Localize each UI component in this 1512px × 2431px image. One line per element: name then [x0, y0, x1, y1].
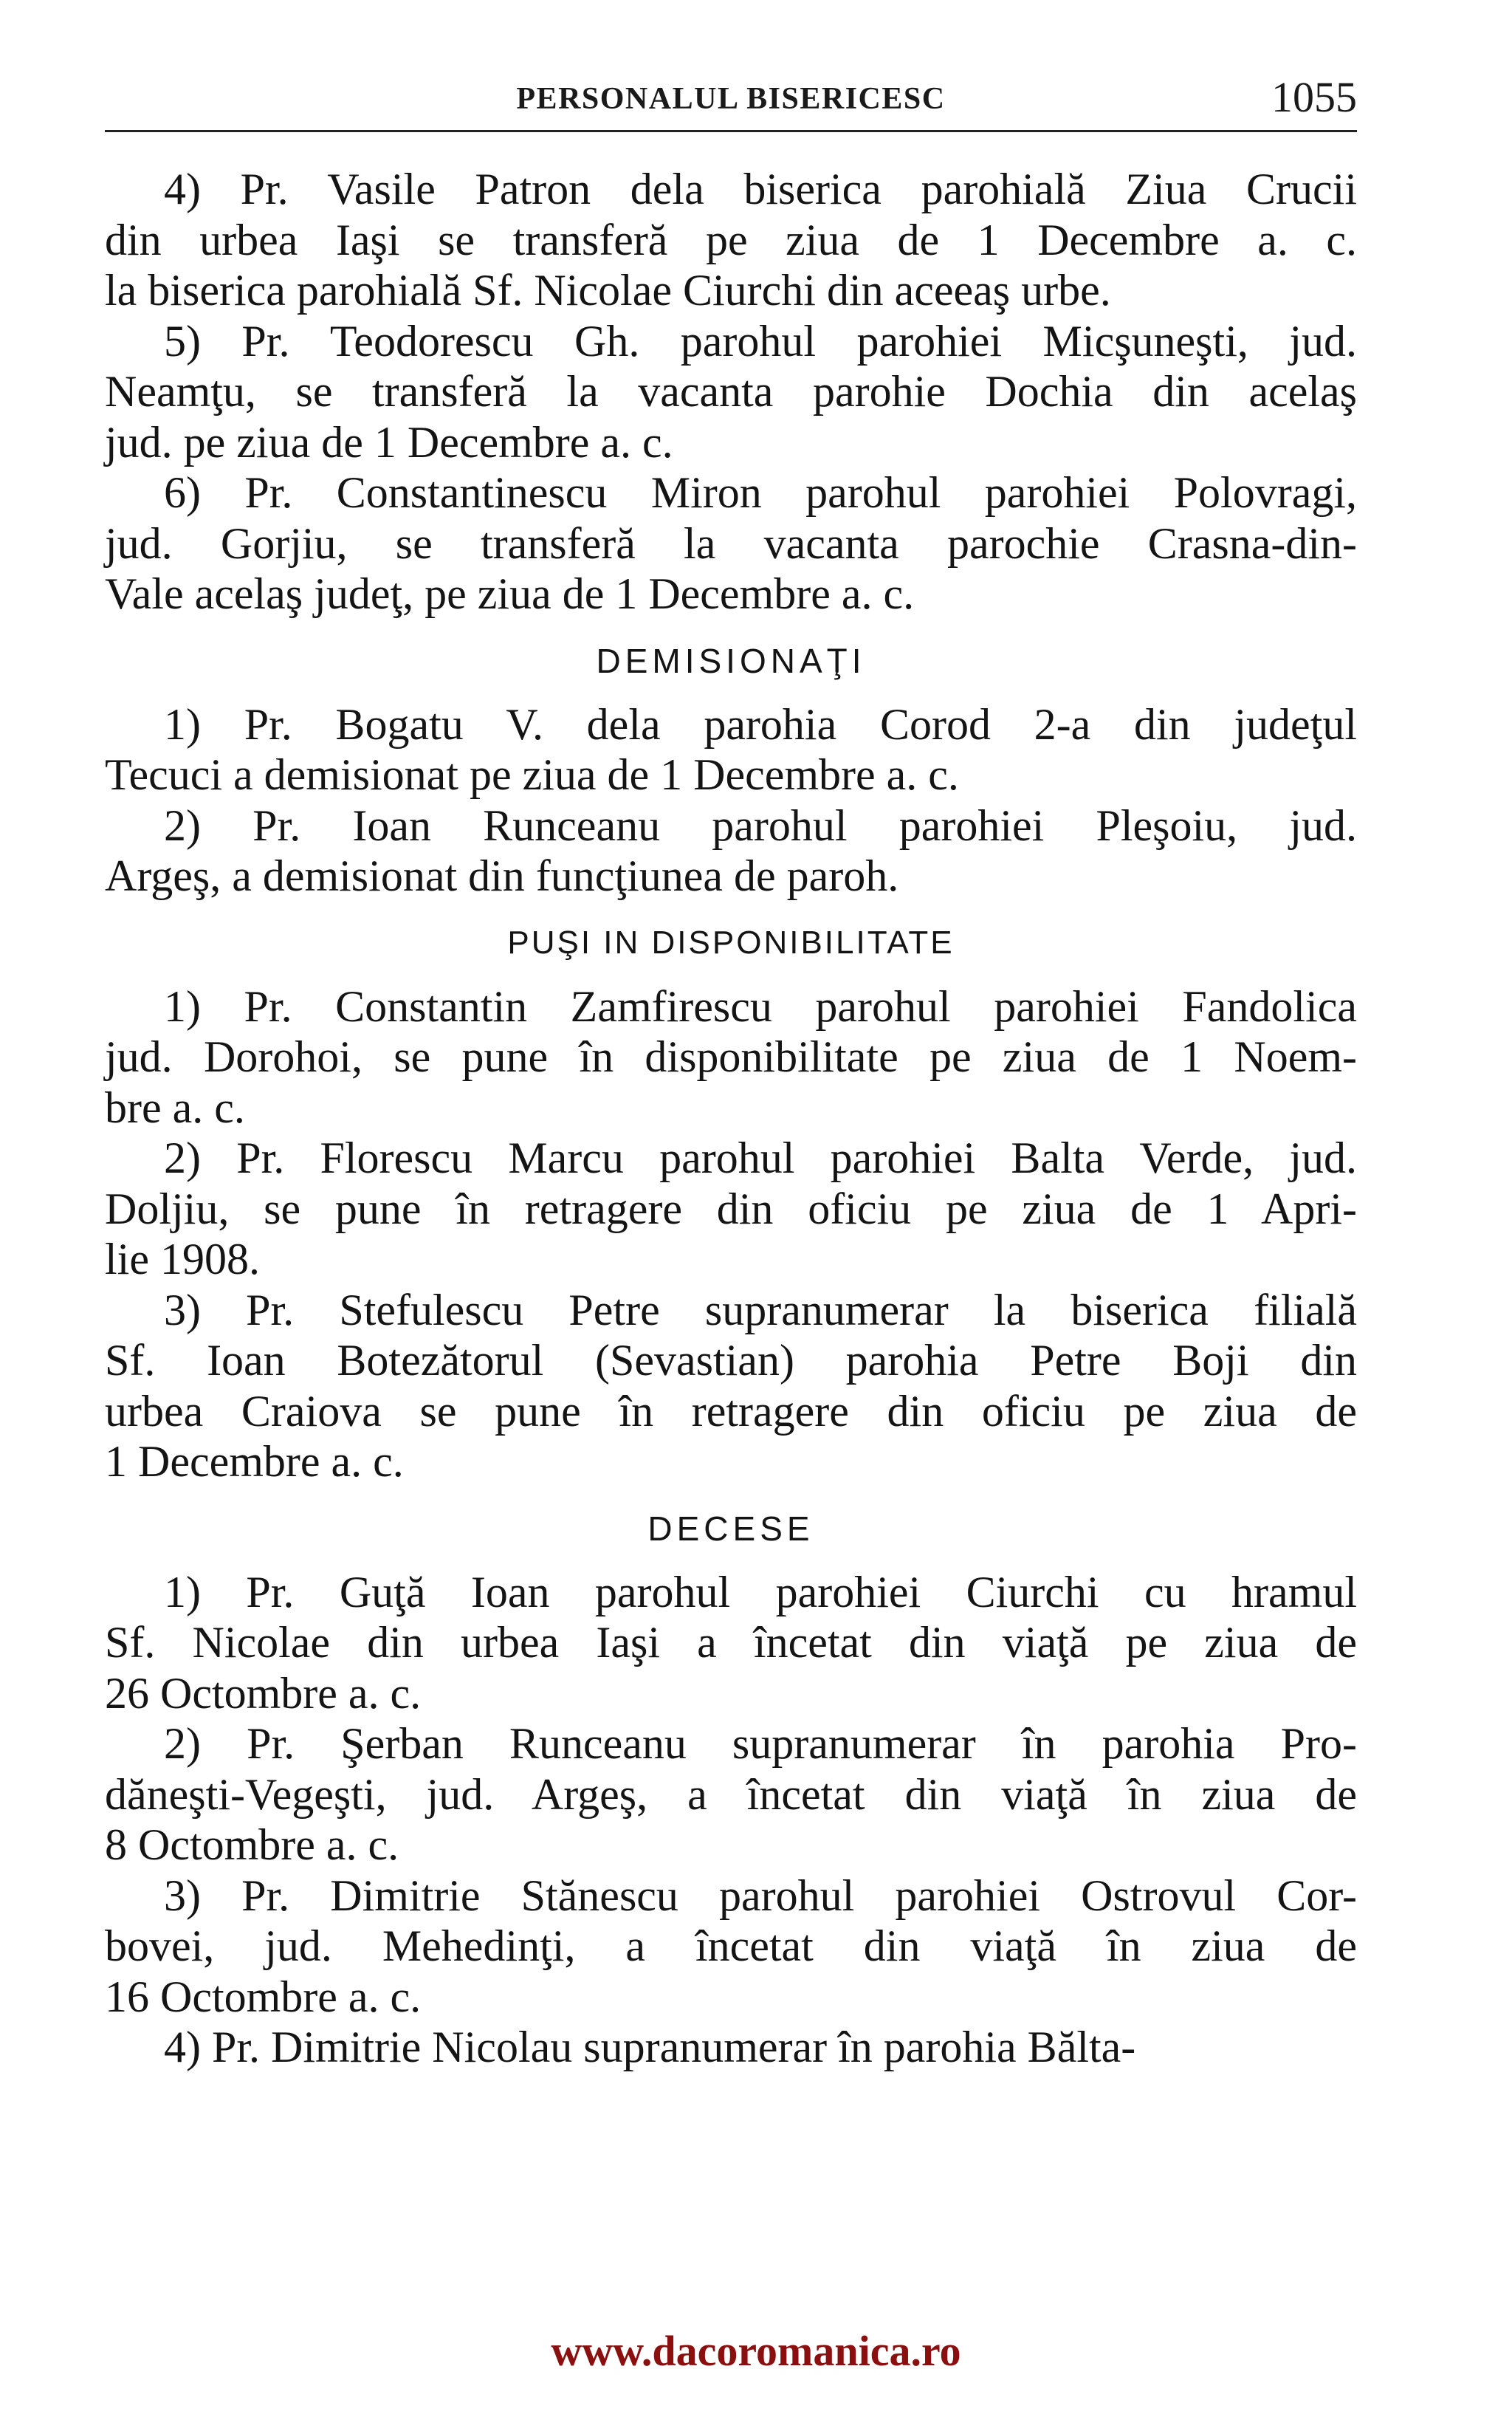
- text-line: 26 Octombre a. c.: [105, 1668, 422, 1718]
- footer-watermark[interactable]: www.dacoromanica.ro: [551, 2327, 961, 2375]
- text-line: jud. Dorohoi, se pune în disponibilitate pe ziua de 1 Noem-: [105, 1032, 1357, 1081]
- text-line: 2) Pr. Ioan Runceanu parohul parohiei Pleşoiu, jud.: [164, 800, 1357, 850]
- text-line: Vale acelaş judeţ, pe ziua de 1 Decembre a. c.: [105, 569, 915, 618]
- text-line: 4) Pr. Vasile Patron dela biserica parohială Ziua Crucii: [164, 165, 1357, 213]
- section-heading: PUŞI IN DISPONIBILITATE: [507, 924, 955, 961]
- text-line: 3) Pr. Dimitrie Stănescu parohul parohiei Ostrovul Cor-: [164, 1871, 1357, 1920]
- text-line: bre a. c.: [105, 1083, 245, 1132]
- text-line: Argeş, a demisionat din funcţiunea de paroh.: [105, 851, 899, 900]
- text-line: 2) Pr. Florescu Marcu parohul parohiei Balta Verde, jud.: [164, 1134, 1357, 1182]
- text-line: Neamţu, se transferă la vacanta parohie Dochia din acelaş: [105, 367, 1357, 416]
- text-line: 2) Pr. Şerban Runceanu supranumerar în parohia Pro-: [164, 1719, 1357, 1768]
- text-line: 1) Pr. Bogatu V. dela parohia Corod 2-a din judeţul: [164, 699, 1357, 749]
- text-line: Tecuci a demisionat pe ziua de 1 Decembre a. c.: [105, 750, 959, 799]
- header-rule: [105, 130, 1357, 132]
- text-line: urbea Craiova se pune în retragere din oficiu pe ziua de: [105, 1386, 1357, 1436]
- text-line: lie 1908.: [105, 1235, 260, 1283]
- text-line: 5) Pr. Teodorescu Gh. parohul parohiei Micşuneşti, jud.: [164, 316, 1357, 366]
- running-header: [105, 68, 1357, 134]
- section-heading: DECESE: [647, 1509, 814, 1548]
- text-line: 16 Octombre a. c.: [105, 1972, 422, 2021]
- document-body: [105, 164, 1357, 2073]
- text-line: din urbea Iaşi se transferă pe ziua de 1 Decembre a. c.: [105, 215, 1357, 264]
- text-line: Sf. Nicolae din urbea Iaşi a încetat din viaţă pe ziua de: [105, 1618, 1357, 1667]
- text-line: 6) Pr. Constantinescu Miron parohul parohiei Polovragi,: [164, 468, 1357, 517]
- text-line: 1) Pr. Constantin Zamfirescu parohul parohiei Fandolica: [164, 981, 1357, 1031]
- text-line: dăneşti-Vegeşti, jud. Argeş, a încetat din viaţă în ziua de: [105, 1769, 1357, 1819]
- text-line: 1) Pr. Guţă Ioan parohul parohiei Ciurchi cu hramul: [164, 1567, 1357, 1616]
- text-line: la biserica parohială Sf. Nicolae Ciurchi din aceeaş urbe.: [105, 266, 1111, 315]
- text-line: 3) Pr. Stefulescu Petre supranumerar la biserica filială: [164, 1285, 1357, 1334]
- page-number: 1055: [1271, 73, 1357, 121]
- text-line: 1 Decembre a. c.: [105, 1437, 404, 1486]
- text-line: Doljiu, se pune în retragere din oficiu pe ziua de 1 Apri-: [105, 1184, 1357, 1233]
- text-line: jud. Gorjiu, se transferă la vacanta parochie Crasna-din-: [105, 518, 1357, 568]
- text-line: bovei, jud. Mehedinţi, a încetat din viaţă în ziua de: [105, 1921, 1357, 1970]
- section-heading: DEMISIONAŢI: [596, 641, 866, 680]
- text-line: Sf. Ioan Botezătorul (Sevastian) parohia Petre Boji din: [105, 1336, 1357, 1385]
- text-line: jud. pe ziua de 1 Decembre a. c.: [105, 417, 673, 467]
- header-title: PERSONALUL BISERICESC: [516, 82, 946, 116]
- text-line: 8 Octombre a. c.: [105, 1820, 399, 1869]
- text-line: 4) Pr. Dimitrie Nicolau supranumerar în parohia Bălta-: [164, 2023, 1136, 2071]
